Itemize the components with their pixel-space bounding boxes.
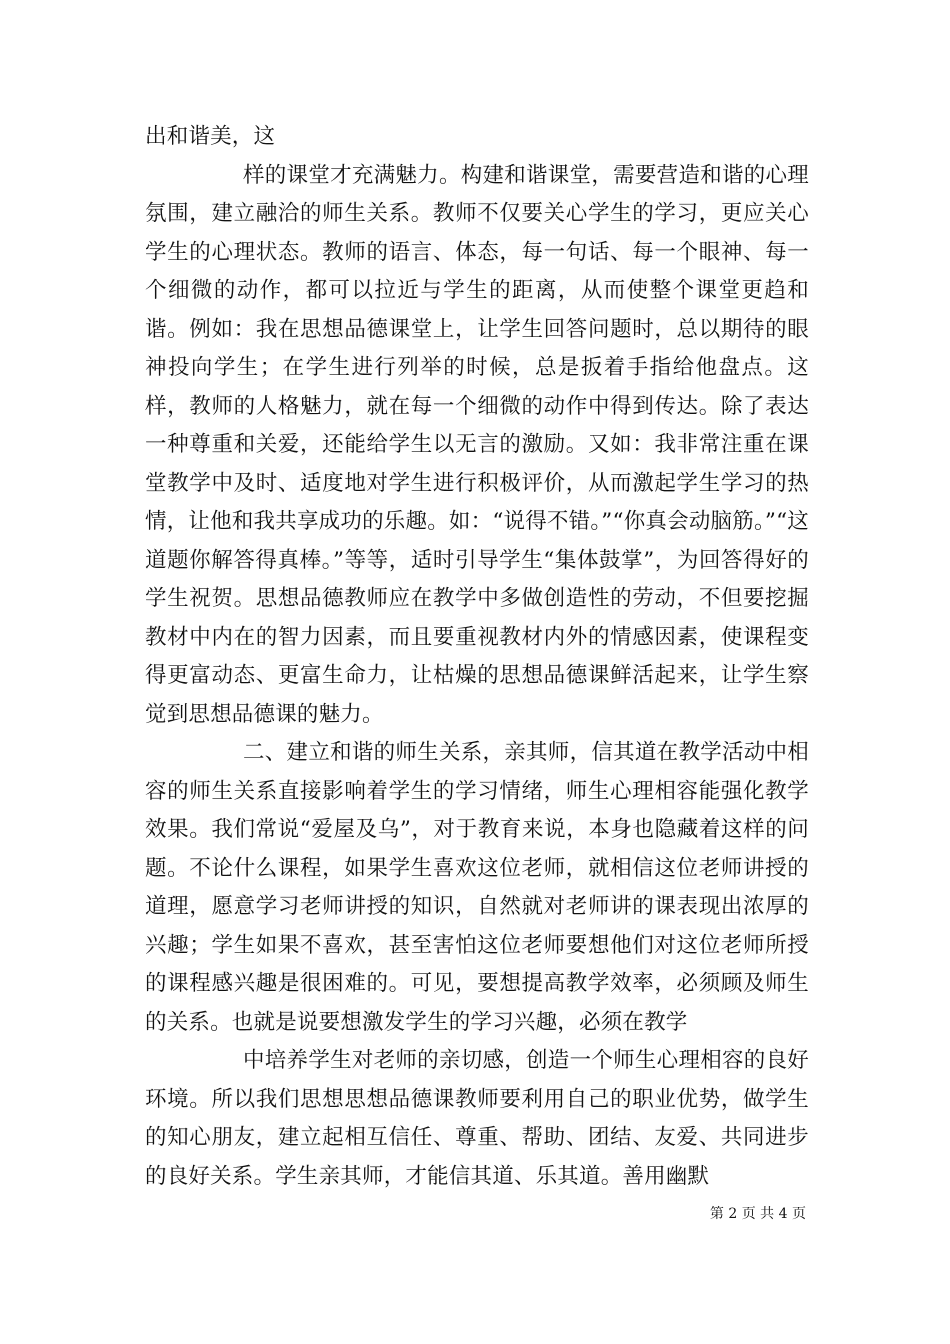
paragraph-harmonious-classroom: 样的课堂才充满魅力。构建和谐课堂，需要营造和谐的心理氛围，建立融洽的师生关系。教师不仅要关心学生的学习，更应关心学生的心理状态。教师的语言、体态，每一句话、每一个眼神、每一个细微的动作，都可以拉近与学生的距离，从而使整个课堂更趋和谐。例如：我在思想品德课堂上，让学生回答问题时，总以期待的眼神投向学生；在学生进行列举的时候，总是扳着手指给他盘点。这样，教师的人格魅力，就在每一个细微的动作中得到传达。除了表达一种尊重和关爱，还能给学生以无言的激励。又如：我非常注重在课堂教学中及时、适度地对学生进行积极评价，从而激起学生学习的热情，让他和我共享成功的乐趣。如：“说得不错。”“你真会动脑筋。”“这道题你解答得真棒。”等等，适时引导学生“集体鼓掌”，为回答得好的学生祝贺。思想品德教师应在教学中多做创造性的劳动，不但要挖掘教材中内在的智力因素，而且要重视教材内外的情感因素，使课程变得更富动态、更富生命力，让枯燥的思想品德课鲜活起来，让学生察觉到思想品德课的魅力。: [145, 162, 809, 727]
document-body: [145, 118, 809, 1196]
paragraph-good-environment: 中培养学生对老师的亲切感，创造一个师生心理相容的良好环境。所以我们思想思想品德课教师要利用自己的职业优势，做学生的知心朋友，建立起相互信任、尊重、帮助、团结、友爱、共同进步的良好关系。学生亲其师，才能信其道、乐其道。善用幽默: [145, 1048, 809, 1189]
paragraph-teacher-student-relationship: 二、建立和谐的师生关系，亲其师，信其道在教学活动中相容的师生关系直接影响着学生的学习情绪，师生心理相容能强化教学效果。我们常说“爱屋及乌”，对于教育来说，本身也隐藏着这样的问题。不论什么课程，如果学生喜欢这位老师，就相信这位老师讲授的道理，愿意学习老师讲授的知识，自然就对老师讲的课表现出浓厚的兴趣；学生如果不喜欢，甚至害怕这位老师要想他们对这位老师所授的课程感兴趣是很困难的。可见，要想提高教学效率，必须顾及师生的关系。也就是说要想激发学生的学习兴趣，必须在教学: [145, 740, 809, 1035]
page-number-footer: 第 2 页 共 4 页: [709, 1206, 806, 1222]
paragraph-continuation: 出和谐美，这: [145, 124, 276, 149]
